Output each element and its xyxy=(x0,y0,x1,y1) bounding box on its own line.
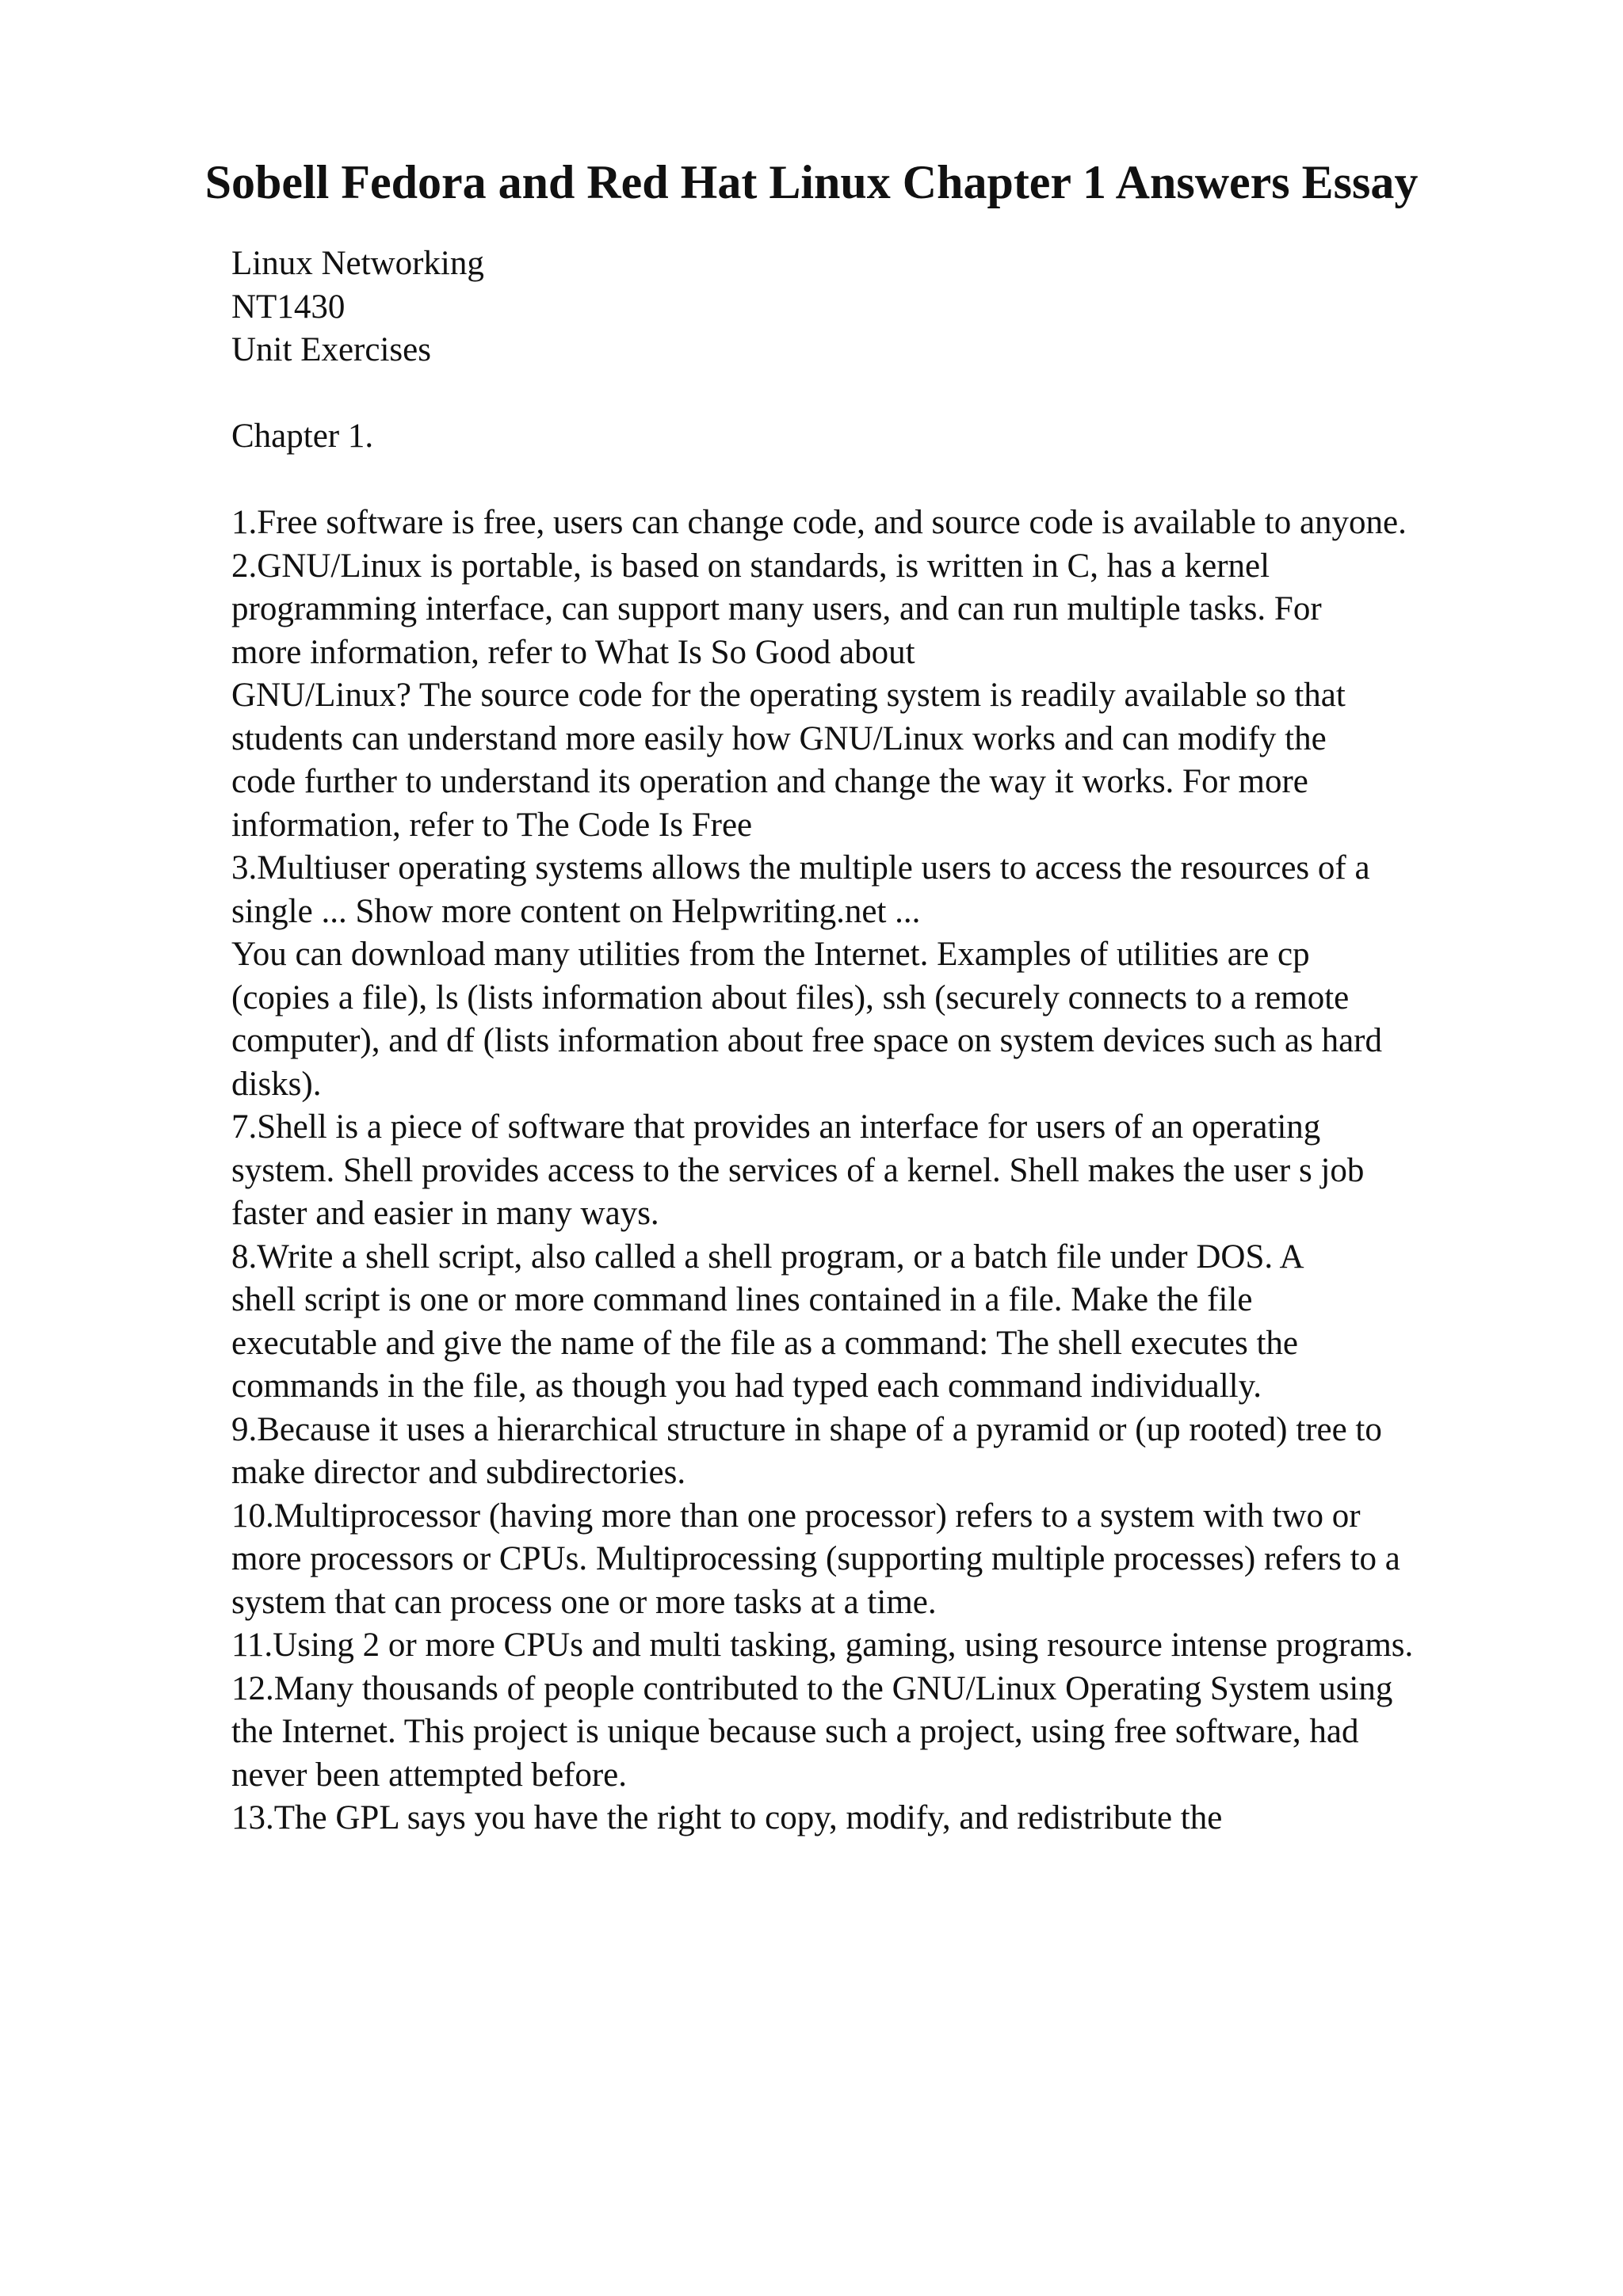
paragraph-gap xyxy=(231,372,1531,416)
answer-line: faster and easier in many ways. xyxy=(231,1195,659,1232)
answer-lines xyxy=(231,502,1531,1840)
answer-line: 2.GNU/Linux is portable, is based on standards, is written in C, has a kernel xyxy=(231,547,1270,585)
answer-line: 13.The GPL says you have the right to copy, modify, and redistribute the xyxy=(231,1799,1223,1836)
answer-line: disks). xyxy=(231,1065,322,1103)
answer-line: programming interface, can support many users, and can run multiple tasks. For xyxy=(231,590,1322,627)
chapter-heading: Chapter 1. xyxy=(231,418,374,455)
answer-line: You can download many utilities from the Internet. Examples of utilities are cp xyxy=(231,936,1310,973)
answer-line: computer), and df (lists information about free space on system devices such as hard xyxy=(231,1022,1383,1059)
answer-line: commands in the file, as though you had typed each command individually. xyxy=(231,1367,1262,1405)
answer-line: shell script is one or more command lines contained in a file. Make the file xyxy=(231,1281,1253,1318)
answer-line: system that can process one or more tasks at a time. xyxy=(231,1583,937,1621)
answer-line: 11.Using 2 or more CPUs and multi tasking, gaming, using resource intense programs. xyxy=(231,1627,1414,1664)
answer-line: system. Shell provides access to the services of a kernel. Shell makes the user s job xyxy=(231,1151,1365,1189)
answer-line: code further to understand its operation and change the way it works. For more xyxy=(231,763,1308,800)
answer-line: 3.Multiuser operating systems allows the multiple users to access the resources of a xyxy=(231,849,1370,887)
answer-line: more processors or CPUs. Multiprocessing (supporting multiple processes) refers to a xyxy=(231,1540,1400,1577)
answer-line: 9.Because it uses a hierarchical structure in shape of a pyramid or (up rooted) tree to xyxy=(231,1410,1382,1448)
course-name: Linux Networking xyxy=(231,245,484,282)
answer-line: executable and give the name of the file as a command: The shell executes the xyxy=(231,1324,1298,1362)
answer-line: more information, refer to What Is So Good about xyxy=(231,633,915,671)
answer-line: 8.Write a shell script, also called a shell program, or a batch file under DOS. A xyxy=(231,1238,1304,1276)
answer-line: students can understand more easily how GNU/Linux works and can modify the xyxy=(231,719,1327,757)
paragraph-gap xyxy=(231,459,1531,502)
unit-label: Unit Exercises xyxy=(231,331,431,368)
answer-line: 12.Many thousands of people contributed to the GNU/Linux Operating System using xyxy=(231,1669,1393,1707)
answer-line: the Internet. This project is unique because such a project, using free software, had xyxy=(231,1713,1359,1750)
answer-line: never been attempted before. xyxy=(231,1756,628,1794)
answer-line: 10.Multiprocessor (having more than one processor) refers to a system with two or xyxy=(231,1497,1361,1535)
answer-line: 7.Shell is a piece of software that provides an interface for users of an operating xyxy=(231,1108,1321,1146)
answer-line: 1.Free software is free, users can change code, and source code is available to anyone. xyxy=(231,504,1407,541)
answer-line: (copies a file), ls (lists information about files), ssh (securely connects to a remote xyxy=(231,978,1350,1016)
document-body xyxy=(231,242,1531,1840)
answer-line: make director and subdirectories. xyxy=(231,1454,686,1491)
answer-line: information, refer to The Code Is Free xyxy=(231,806,753,844)
answer-line: single ... Show more content on Helpwriting.net ... xyxy=(231,892,921,930)
course-code: NT1430 xyxy=(231,288,346,326)
answer-line: GNU/Linux? The source code for the operating system is readily available so that xyxy=(231,677,1346,714)
document-title: Sobell Fedora and Red Hat Linux Chapter 1 Answers Essay xyxy=(204,156,1419,208)
